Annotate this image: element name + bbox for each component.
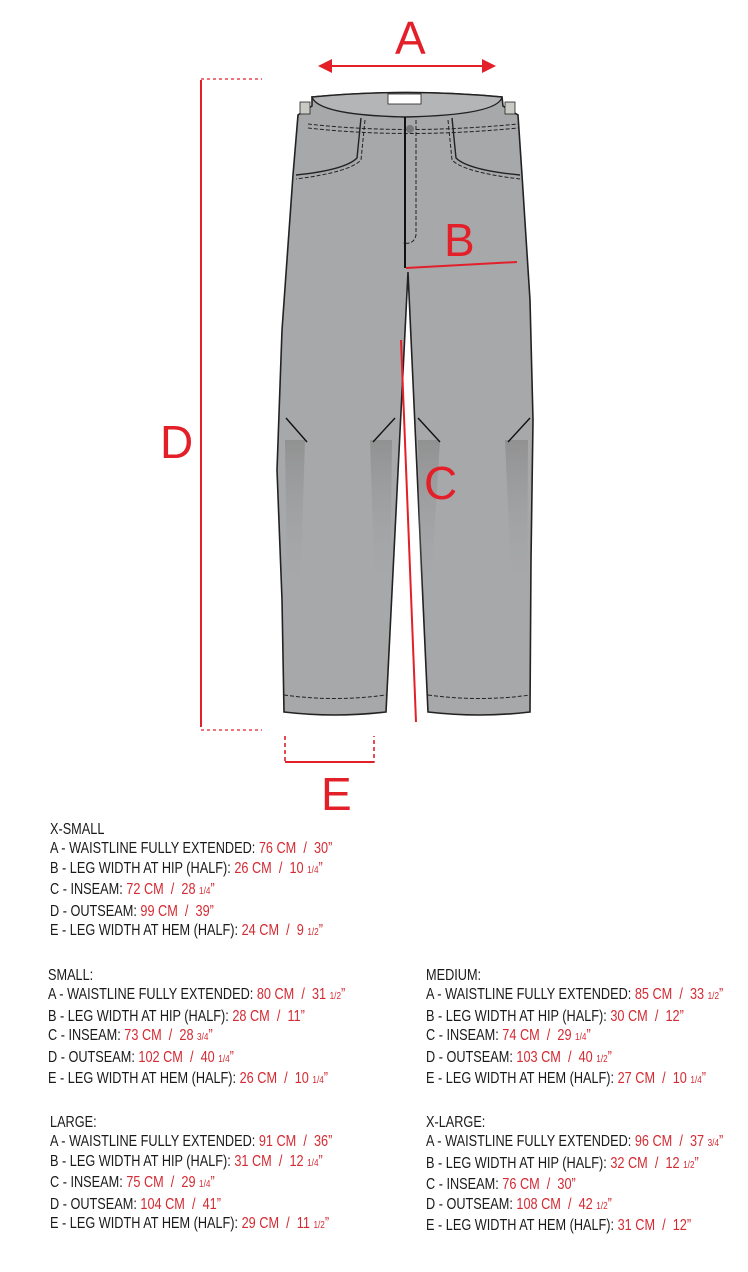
- measurement-label: D - OUTSEAM:: [426, 1195, 513, 1213]
- measurement-inch: [314, 840, 332, 857]
- measurement-cm: 31 CM: [234, 1152, 272, 1170]
- label-a: A: [395, 12, 426, 64]
- inch-whole: 9: [296, 922, 304, 940]
- measurement-cm: 80 CM: [256, 986, 295, 1004]
- measurement-label: C - INSEAM:: [50, 1174, 123, 1192]
- separator: /: [163, 1174, 182, 1192]
- measurement-label: E - LEG WIDTH AT HEM (HALF):: [426, 1217, 615, 1235]
- inch-fraction: 1/4: [307, 864, 319, 876]
- measurement-inch: [287, 1008, 304, 1025]
- measurement-row: [50, 1132, 332, 1151]
- inch-fraction: 1/2: [596, 1200, 608, 1212]
- inch-whole: 30: [557, 1176, 572, 1194]
- measurement-cm: 91 CM: [258, 1133, 297, 1151]
- measurement-cm: 76 CM: [258, 840, 297, 858]
- measurement-inch: [201, 1049, 234, 1066]
- separator: /: [647, 1154, 666, 1172]
- inch-whole: 28: [179, 1027, 194, 1045]
- inch-fraction: 1/2: [596, 1053, 608, 1065]
- measurement-label: B - LEG WIDTH AT HIP (HALF):: [50, 859, 231, 877]
- label-c: C: [424, 457, 458, 509]
- measurement-cm: 73 CM: [124, 1027, 162, 1045]
- inch-fraction: 1/2: [707, 991, 720, 1003]
- measurement-label: E - LEG WIDTH AT HEM (HALF):: [48, 1070, 237, 1088]
- measurement-label: D - OUTSEAM:: [426, 1048, 513, 1066]
- measurement-inch: [289, 860, 322, 877]
- inch-whole: 39: [195, 902, 210, 920]
- measurement-label: E - LEG WIDTH AT HEM (HALF):: [426, 1070, 615, 1088]
- belt-loop-right: [505, 102, 515, 114]
- measurement-label: A - WAISTLINE FULLY EXTENDED:: [50, 1133, 256, 1151]
- separator: /: [655, 1070, 673, 1088]
- separator: /: [647, 1007, 666, 1025]
- measurement-inch: [690, 1133, 723, 1150]
- inch-whole: 10: [294, 1070, 309, 1088]
- separator: /: [279, 922, 297, 940]
- separator: /: [184, 1195, 203, 1213]
- measurement-row: [48, 1069, 345, 1090]
- measurement-row: [426, 1154, 723, 1175]
- measurement-label: B - LEG WIDTH AT HIP (HALF):: [426, 1154, 607, 1172]
- inch-fraction: 1/4: [575, 1032, 587, 1044]
- belt-loop-left: [300, 102, 310, 114]
- measurement-row: [50, 1152, 332, 1173]
- measurement-cm: 30 CM: [610, 1007, 648, 1025]
- measurement-cm: 27 CM: [617, 1070, 656, 1088]
- inch-whole: 12: [672, 1217, 687, 1235]
- brand-label: [388, 94, 421, 104]
- inch-fraction: 1/4: [199, 886, 211, 898]
- label-b: B: [444, 214, 475, 266]
- inch-whole: 37: [689, 1133, 705, 1151]
- measurement-inch: [297, 1215, 329, 1232]
- measurement-cm: 26 CM: [234, 859, 272, 877]
- pants-illustration: [277, 93, 533, 716]
- measurement-row: [50, 1195, 332, 1214]
- measurement-cm: 28 CM: [232, 1007, 270, 1025]
- inch-fraction: 1/2: [329, 991, 342, 1003]
- measurement-row: [50, 859, 332, 880]
- inch-whole: 10: [289, 859, 304, 877]
- measurement-cm: 75 CM: [126, 1174, 164, 1192]
- measurement-label: E - LEG WIDTH AT HEM (HALF):: [50, 1215, 239, 1233]
- inch-whole: 41: [202, 1195, 217, 1213]
- separator: /: [296, 840, 314, 858]
- measurement-row: [48, 1007, 345, 1026]
- measurement-cm: 99 CM: [140, 902, 178, 920]
- measurement-row: [48, 985, 345, 1006]
- separator: /: [539, 1027, 558, 1045]
- measurement-label: D - OUTSEAM:: [50, 1195, 137, 1213]
- measurement-label: C - INSEAM:: [48, 1027, 121, 1045]
- measurement-cm: 26 CM: [239, 1070, 278, 1088]
- measurement-row: [50, 1173, 332, 1194]
- size-name: X-SMALL: [50, 821, 105, 838]
- inch-whole: 12: [289, 1152, 304, 1170]
- inch-fraction: 3/4: [707, 1138, 720, 1150]
- inch-whole: 12: [665, 1154, 680, 1172]
- measurement-inch: [195, 903, 213, 920]
- inch-fraction: 1/4: [690, 1075, 702, 1087]
- separator: /: [271, 859, 290, 877]
- size-block-x-small: [50, 820, 332, 942]
- measurement-inch: [690, 986, 723, 1003]
- measurement-cm: 108 CM: [516, 1195, 561, 1213]
- measurement-cm: 96 CM: [634, 1133, 673, 1151]
- measurement-label: B - LEG WIDTH AT HIP (HALF):: [48, 1007, 229, 1025]
- measurement-inch: [181, 1174, 214, 1191]
- measurement-inch: [312, 986, 345, 1003]
- measurement-inch: [579, 1196, 612, 1213]
- inch-whole: 12: [665, 1007, 680, 1025]
- inch-fraction: 1/4: [199, 1179, 211, 1191]
- measurement-inch: [203, 1196, 221, 1213]
- inch-whole: 10: [672, 1070, 687, 1088]
- measurement-inch: [579, 1049, 612, 1066]
- inch-whole: 42: [578, 1195, 593, 1213]
- measurement-inch: [665, 1155, 698, 1172]
- inch-fraction: 1/4: [218, 1053, 230, 1065]
- measurement-label: E - LEG WIDTH AT HEM (HALF):: [50, 922, 239, 940]
- measurement-label: C - INSEAM:: [426, 1027, 499, 1045]
- separator: /: [279, 1215, 297, 1233]
- measurement-inch: [314, 1133, 332, 1150]
- measurement-inch: [557, 1176, 575, 1193]
- separator: /: [560, 1195, 579, 1213]
- measurement-cm: 74 CM: [502, 1027, 540, 1045]
- measurement-label: D - OUTSEAM:: [48, 1048, 135, 1066]
- inch-whole: 40: [578, 1048, 593, 1066]
- measurement-label: C - INSEAM:: [426, 1176, 499, 1194]
- separator: /: [560, 1048, 579, 1066]
- label-d: D: [160, 416, 194, 468]
- inch-fraction: 1/4: [312, 1075, 324, 1087]
- measurement-inch: [181, 881, 214, 898]
- arrow-left-icon: [318, 59, 332, 73]
- measurement-row: [50, 902, 332, 921]
- arrow-right-icon: [482, 59, 496, 73]
- size-block-small: [48, 966, 345, 1090]
- measurement-label: D - OUTSEAM:: [50, 902, 137, 920]
- measurement-row: [426, 1069, 723, 1090]
- measurement-row: [426, 1007, 723, 1026]
- inch-whole: 29: [557, 1027, 572, 1045]
- measurement-inch: [297, 922, 323, 939]
- separator: /: [271, 1152, 290, 1170]
- size-name: MEDIUM:: [426, 967, 482, 984]
- size-block-x-large: [426, 1113, 723, 1235]
- inch-whole: 29: [181, 1174, 196, 1192]
- separator: /: [672, 1133, 690, 1151]
- separator: /: [163, 881, 182, 899]
- label-e: E: [321, 768, 352, 810]
- separator: /: [294, 986, 312, 1004]
- measurement-label: A - WAISTLINE FULLY EXTENDED:: [426, 1133, 632, 1151]
- size-block-medium: [426, 966, 723, 1090]
- measurement-inch: [665, 1008, 683, 1025]
- measurement-inch: [289, 1153, 322, 1170]
- separator: /: [655, 1217, 673, 1235]
- size-block-large: [50, 1113, 332, 1235]
- measurement-row: [50, 1214, 332, 1235]
- measurement-label: B - LEG WIDTH AT HIP (HALF):: [50, 1152, 231, 1170]
- inch-whole: 31: [311, 986, 327, 1004]
- measurement-cm: 102 CM: [138, 1048, 183, 1066]
- separator: /: [177, 902, 196, 920]
- inch-whole: 40: [200, 1048, 215, 1066]
- inch-whole: 11: [296, 1215, 310, 1233]
- measurement-row: [50, 880, 332, 901]
- measurement-label: A - WAISTLINE FULLY EXTENDED:: [426, 986, 632, 1004]
- measurement-inch: [673, 1070, 706, 1087]
- measurement-inch: [673, 1217, 691, 1234]
- measurement-cm: 72 CM: [126, 881, 164, 899]
- inch-whole: 36: [313, 1133, 329, 1151]
- separator: /: [277, 1070, 295, 1088]
- measurement-row: [426, 1132, 723, 1153]
- inch-fraction: 1/2: [313, 1220, 325, 1232]
- measurement-row: [50, 921, 332, 942]
- measurement-cm: 103 CM: [516, 1048, 561, 1066]
- separator: /: [182, 1048, 201, 1066]
- separator: /: [269, 1007, 288, 1025]
- measurement-cm: 76 CM: [502, 1176, 540, 1194]
- waist-button: [406, 125, 414, 133]
- measurement-row: [426, 1026, 723, 1047]
- measurement-inch: [179, 1027, 212, 1044]
- measurement-label: B - LEG WIDTH AT HIP (HALF):: [426, 1007, 607, 1025]
- inch-fraction: 3/4: [197, 1032, 209, 1044]
- measurement-row: [426, 985, 723, 1006]
- separator: /: [161, 1027, 180, 1045]
- size-name: X-LARGE:: [426, 1114, 486, 1131]
- measurement-row: [426, 1216, 723, 1235]
- measurement-label: C - INSEAM:: [50, 881, 123, 899]
- inch-fraction: 1/4: [307, 1157, 319, 1169]
- measurement-label: A - WAISTLINE FULLY EXTENDED:: [50, 840, 256, 858]
- measurement-inch: [295, 1070, 328, 1087]
- measurement-row: [426, 1048, 723, 1069]
- size-name: LARGE:: [50, 1114, 97, 1131]
- measurement-cm: 24 CM: [241, 922, 280, 940]
- size-name: SMALL:: [48, 967, 94, 984]
- separator: /: [296, 1133, 314, 1151]
- separator: /: [672, 986, 690, 1004]
- measurement-cm: 85 CM: [634, 986, 673, 1004]
- inch-fraction: 1/2: [683, 1159, 695, 1171]
- inch-whole: 28: [181, 881, 196, 899]
- measurement-cm: 104 CM: [140, 1195, 185, 1213]
- measurement-row: [50, 839, 332, 858]
- measurement-row: [48, 1048, 345, 1069]
- measurement-row: [426, 1175, 723, 1194]
- measurement-row: [48, 1026, 345, 1047]
- measurement-inch: [557, 1027, 590, 1044]
- measurement-cm: 32 CM: [610, 1154, 648, 1172]
- measurement-cm: 29 CM: [241, 1215, 280, 1233]
- inch-whole: 30: [313, 840, 329, 858]
- separator: /: [539, 1176, 558, 1194]
- inch-whole: 33: [689, 986, 705, 1004]
- measurement-cm: 31 CM: [617, 1217, 656, 1235]
- measurement-label: A - WAISTLINE FULLY EXTENDED:: [48, 986, 254, 1004]
- measurement-row: [426, 1195, 723, 1216]
- measure-e-bracket: [285, 736, 374, 762]
- inch-whole: 11: [287, 1007, 301, 1025]
- inch-fraction: 1/2: [307, 927, 319, 939]
